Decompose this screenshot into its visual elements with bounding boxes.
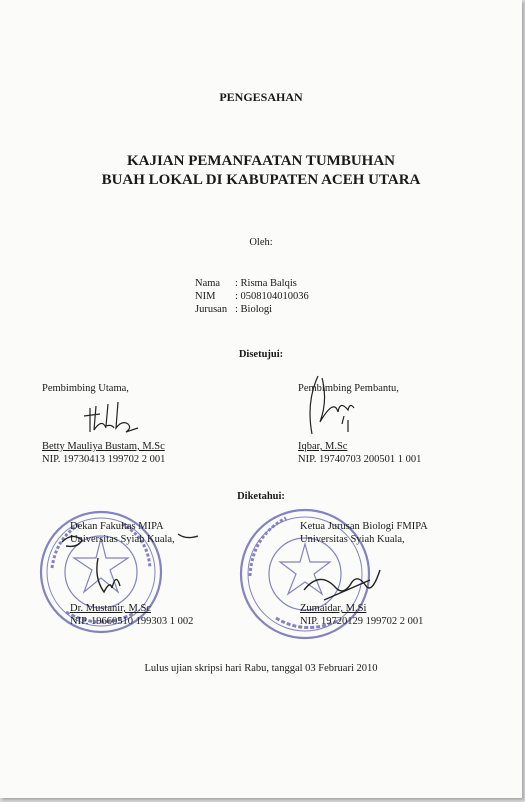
pembimbing-pembantu-nip: NIP. 19740703 200501 1 001 (298, 454, 422, 465)
pembimbing-pembantu-signature (298, 372, 368, 440)
identity-value: : Biologi (235, 304, 273, 315)
identity-value: : 0508104010036 (235, 291, 309, 302)
pembimbing-pembantu-role: Pembimbing Pembantu, (298, 383, 399, 394)
pembimbing-utama-name: Betty Mauliya Bustam, M.Sc (42, 441, 165, 452)
dekan-role-line-1: Dekan Fakultas MIPA (70, 521, 164, 532)
ketua-role-line-2: Universitas Syiah Kuala, (300, 534, 405, 545)
title-line-2: BUAH LOKAL DI KABUPATEN ACEH UTARA (101, 172, 421, 188)
document-heading: PENGESAHAN (219, 90, 303, 104)
identity-label: Nama (195, 278, 221, 289)
diketahui-label: Diketahui: (237, 491, 285, 502)
ketua-role-line-1: Ketua Jurusan Biologi FMIPA (300, 521, 428, 532)
identity-table (195, 277, 309, 316)
graduation-statement: Lulus ujian skripsi hari Rabu, tanggal 03 Februari 2010 (144, 663, 378, 674)
oleh-label: Oleh: (249, 237, 273, 248)
identity-row (195, 303, 309, 316)
identity-value: : Risma Balqis (235, 278, 297, 289)
title-line-1: KAJIAN PEMANFAATAN TUMBUHAN (126, 153, 396, 169)
pembimbing-utama-signature (82, 398, 152, 438)
identity-label: NIM (195, 291, 216, 302)
ketua-nip: NIP. 19720129 199702 2 001 (300, 616, 424, 627)
dekan-role-line-2: Universitas Syiah Kuala, (70, 534, 175, 545)
ketua-name: Zumaidar, M.Si (300, 603, 367, 614)
dekan-name: Dr. Mustanir, M.Sc (70, 603, 151, 614)
pembimbing-pembantu-name: Iqbar, M.Sc (298, 441, 348, 452)
pembimbing-utama-role: Pembimbing Utama, (42, 383, 129, 394)
identity-label: Jurusan (195, 304, 228, 315)
identity-row (195, 277, 309, 290)
disetujui-label: Disetujui: (238, 349, 284, 360)
identity-row (195, 290, 309, 303)
pembimbing-utama-nip: NIP. 19730413 199702 2 001 (42, 454, 166, 465)
dekan-nip: NIP. 19660510 199303 1 002 (70, 616, 194, 627)
